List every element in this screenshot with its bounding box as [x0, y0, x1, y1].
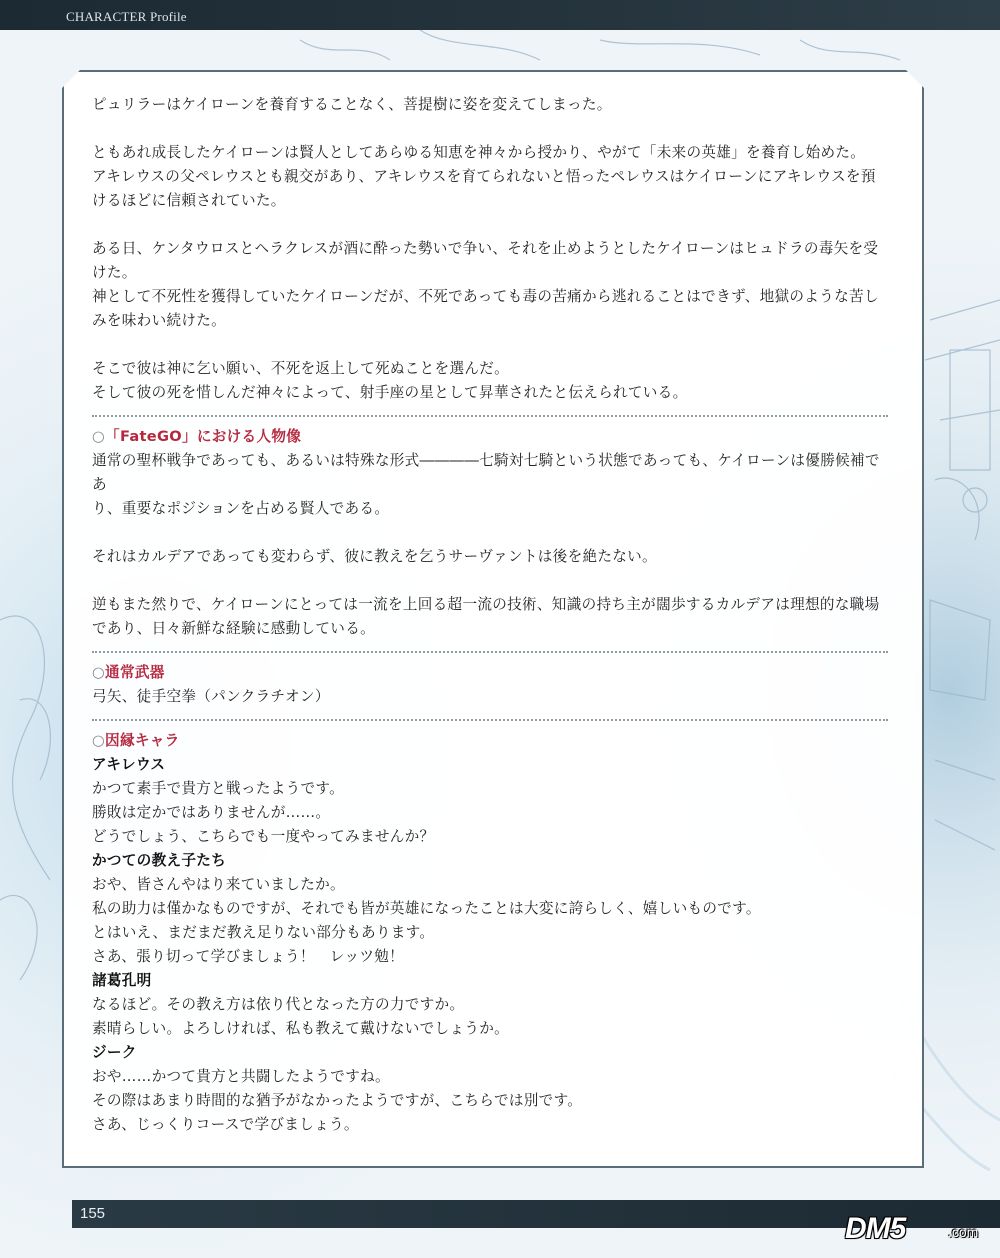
- text-line: さあ、じっくりコースで学びましょう。: [92, 1116, 359, 1133]
- text-line: なるほど。その教え方は依り代となった方の力ですか。: [92, 996, 465, 1013]
- text-line: その際はあまり時間的な猶予がなかったようですが、こちらでは別です。: [92, 1092, 583, 1109]
- text-line: 神として不死性を獲得していたケイローンだが、不死であっても毒の苦痛から逃れることはできず、地獄のような苦し: [92, 288, 879, 305]
- header-label: CHARACTER Profile: [66, 9, 187, 24]
- profile-content: [92, 93, 892, 1137]
- fgo-paragraph: [92, 545, 892, 569]
- fgo-paragraph: [92, 593, 892, 641]
- header-bar: [0, 0, 1000, 30]
- text-line: とはいえ、まだまだ教え足りない部分もあります。: [92, 924, 435, 941]
- text-line: アキレウスの父ペレウスとも親交があり、アキレウスを育てられないと悟ったペレウスはケイローンにアキレウスを預: [92, 168, 876, 185]
- section-bullet: ○: [92, 664, 106, 681]
- relation-entry: [92, 1041, 892, 1137]
- fgo-section: [92, 425, 892, 641]
- weapon-text: 弓矢、徒手空拳（パンクラチオン）: [92, 688, 330, 705]
- paragraph-gap: [92, 117, 892, 141]
- text-line: どうでしょう、こちらでも一度やってみませんか？: [92, 828, 435, 845]
- text-line: みを味わい続けた。: [92, 312, 227, 329]
- relation-entry: [92, 753, 892, 849]
- watermark-sub-text: .com: [948, 1224, 979, 1240]
- text-line: り、重要なポジションを占める賢人である。: [92, 500, 390, 517]
- relation-character-name: ジーク: [92, 1044, 137, 1061]
- text-line: おや、皆さんやはり来ていましたか。: [92, 876, 345, 893]
- paragraph-gap: [92, 213, 892, 237]
- text-line: 勝敗は定かではありませんが……。: [92, 804, 331, 821]
- text-line: けるほどに信頼されていた。: [92, 192, 286, 209]
- intro-paragraph: [92, 357, 892, 405]
- intro-paragraph: [92, 237, 892, 333]
- text-line: そして彼の死を惜しんだ神々によって、射手座の星として昇華されたと伝えられている。: [92, 384, 688, 401]
- relation-entry: [92, 969, 892, 1041]
- fgo-section-title: 「FateGO」における人物像: [105, 428, 302, 445]
- intro-paragraph: [92, 141, 892, 213]
- weapon-section: [92, 661, 892, 709]
- site-watermark-logo: [845, 1208, 995, 1250]
- text-line: 通常の聖杯戦争であっても、あるいは特殊な形式――――七騎対七騎という状態であっても、ケイローンは優勝候補であ: [92, 452, 880, 493]
- weapon-section-heading: [92, 661, 892, 685]
- paragraph-gap: [92, 521, 892, 545]
- intro-section: [92, 93, 892, 405]
- relation-character-name: アキレウス: [92, 756, 166, 773]
- section-divider: [92, 651, 888, 653]
- relations-section-heading: [92, 729, 892, 753]
- text-line: であり、日々新鮮な経験に感動している。: [92, 620, 375, 637]
- relations-section-body: [92, 753, 892, 1137]
- section-bullet: ○: [92, 428, 106, 445]
- weapon-section-title: 通常武器: [105, 664, 165, 681]
- fgo-paragraph: [92, 449, 892, 521]
- text-line: 素晴らしい。よろしければ、私も教えて戴けないでしょうか。: [92, 1020, 510, 1037]
- text-line: けた。: [92, 264, 137, 281]
- text-line: そこで彼は神に乞い願い、不死を返上して死ぬことを選んだ。: [92, 360, 510, 377]
- page-number: 155: [80, 1205, 106, 1222]
- fgo-section-body: [92, 449, 892, 641]
- relations-section-title: 因縁キャラ: [105, 732, 180, 749]
- relation-entry: [92, 849, 892, 969]
- relations-section: [92, 729, 892, 1137]
- text-line: それはカルデアであっても変わらず、彼に教えを乞うサーヴァントは後を絶たない。: [92, 548, 657, 565]
- section-divider: [92, 415, 888, 417]
- fgo-section-heading: [92, 425, 892, 449]
- paragraph-gap: [92, 569, 892, 593]
- text-line: ある日、ケンタウロスとヘラクレスが酒に酔った勢いで争い、それを止めようとしたケイローンはヒュドラの毒矢を受: [92, 240, 879, 257]
- text-line: おや……かつて貴方と共闘したようですね。: [92, 1068, 390, 1085]
- section-bullet: ○: [92, 732, 106, 749]
- text-line: ともあれ成長したケイローンは賢人としてあらゆる知恵を神々から授かり、やがて「未来の英雄」を養育し始めた。: [92, 144, 866, 161]
- relation-character-name: かつての教え子たち: [92, 852, 227, 869]
- paragraph-gap: [92, 333, 892, 357]
- text-line: 私の助力は僅かなものですが、それでも皆が英雄になったことは大変に誇らしく、嬉しいものです。: [92, 900, 761, 917]
- text-line: かつて素手で貴方と戦ったようです。: [92, 780, 345, 797]
- text-line: ピュリラーはケイローンを養育することなく、菩提樹に姿を変えてしまった。: [92, 96, 612, 113]
- relation-character-name: 諸葛孔明: [92, 972, 152, 989]
- intro-paragraph: [92, 93, 892, 117]
- text-line: 逆もまた然りで、ケイローンにとっては一流を上回る超一流の技術、知識の持ち主が闊歩するカルデアは理想的な職場: [92, 596, 880, 613]
- section-divider: [92, 719, 888, 721]
- watermark-main-text: DM5: [845, 1212, 906, 1245]
- text-line: さあ、張り切って学びましょう！ レッツ勉！: [92, 948, 405, 965]
